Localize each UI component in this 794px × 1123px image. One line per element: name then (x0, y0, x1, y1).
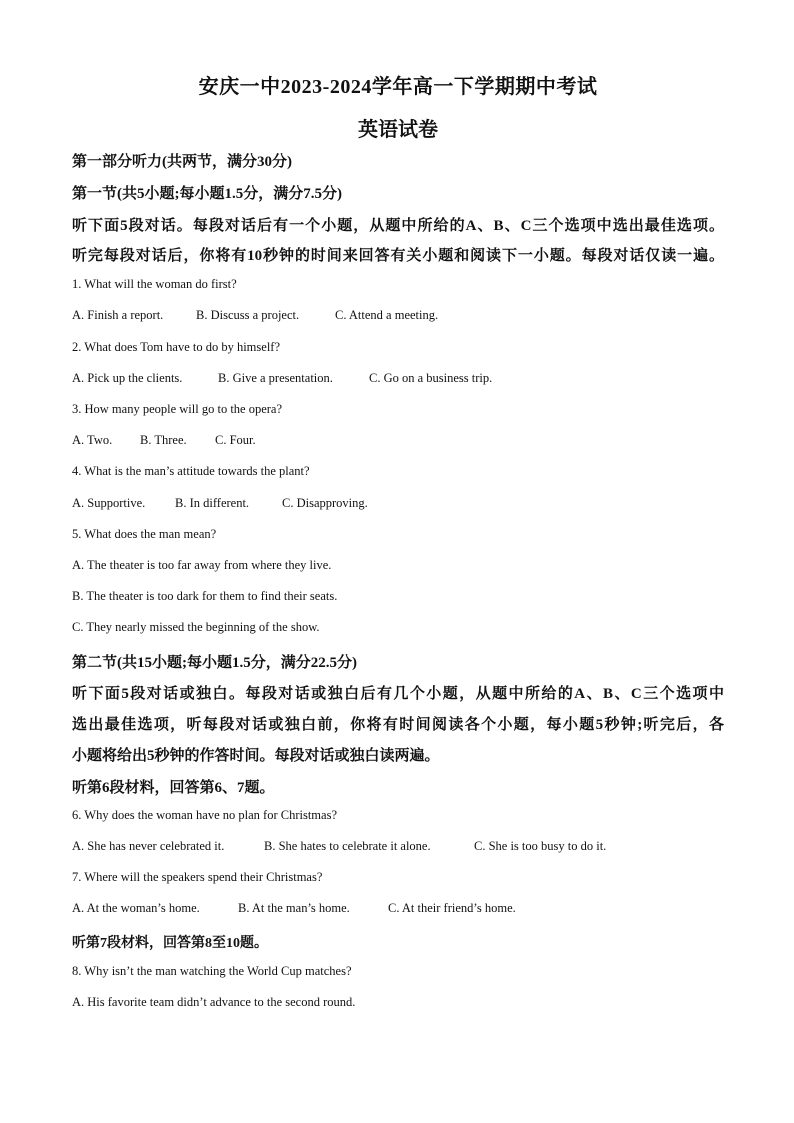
section2-instruction-1: 听下面5段对话或独白。每段对话或独白后有几个小题，从题中所给的A、B、C三个选项中 (72, 686, 724, 702)
question-7: 7. Where will the speakers spend their Christmas? (72, 870, 323, 884)
section2-instruction-3: 小题将给出5秒钟的作答时间。每段对话或独白读两遍。 (72, 748, 440, 764)
section2-instruction-2: 选出最佳选项，听每段对话或独白前，你将有时间阅读各个小题，每小题5秒钟;听完后，各 (72, 717, 724, 733)
option-a: A. At the woman’s home. (72, 901, 200, 915)
question-2-options (72, 371, 492, 386)
option-b: B. At the man’s home. (238, 901, 350, 915)
option-c: C. Disapproving. (282, 496, 368, 510)
option-a: A. Supportive. (72, 496, 146, 510)
section1-heading: 第一节(共5小题;每小题1.5分，满分7.5分) (72, 186, 342, 202)
option-a: A. She has never celebrated it. (72, 839, 225, 853)
question-6-options (72, 839, 606, 854)
section1-instruction-1: 听下面5段对话。每段对话后有一个小题，从题中所给的A、B、C三个选项中选出最佳选项。 (72, 218, 724, 234)
question-3-options (72, 433, 256, 448)
option-c: C. Attend a meeting. (335, 308, 439, 322)
question-8-option-a: A. His favorite team didn’t advance to the second round. (72, 995, 356, 1009)
option-c: C. At their friend’s home. (388, 901, 516, 915)
question-5: 5. What does the man mean? (72, 527, 217, 541)
exam-subtitle: 英语试卷 (358, 119, 438, 141)
section1-instruction-2: 听完每段对话后，你将有10秒钟的时间来回答有关小题和阅读下一小题。每段对话仅读一遍。 (72, 248, 724, 264)
question-3: 3. How many people will go to the opera? (72, 402, 283, 416)
question-1: 1. What will the woman do first? (72, 277, 237, 291)
question-1-options (72, 308, 438, 323)
option-b: B. She hates to celebrate it alone. (264, 839, 431, 853)
question-5-option-a: A. The theater is too far away from where they live. (72, 558, 332, 572)
exam-title: 安庆一中2023-2024学年高一下学期期中考试 (198, 76, 598, 98)
option-b: B. Give a presentation. (218, 371, 333, 385)
question-7-options (72, 901, 516, 916)
option-b: B. In different. (175, 496, 250, 510)
option-a: A. Finish a report. (72, 308, 164, 322)
part1-heading: 第一部分听力(共两节，满分30分) (72, 154, 292, 170)
question-5-option-b: B. The theater is too dark for them to find their seats. (72, 589, 338, 603)
option-a: A. Pick up the clients. (72, 371, 183, 385)
question-8: 8. Why isn’t the man watching the World Cup matches? (72, 964, 352, 978)
material-6-heading: 听第6段材料，回答第6、7题。 (72, 780, 275, 796)
question-5-option-c: C. They nearly missed the beginning of the show. (72, 620, 320, 634)
option-c: C. Go on a business trip. (369, 371, 493, 385)
question-2: 2. What does Tom have to do by himself? (72, 340, 281, 354)
question-6: 6. Why does the woman have no plan for Christmas? (72, 808, 337, 822)
section2-heading: 第二节(共15小题;每小题1.5分，满分22.5分) (72, 655, 357, 671)
option-c: C. She is too busy to do it. (474, 839, 607, 853)
question-4: 4. What is the man’s attitude towards the plant? (72, 464, 310, 478)
option-c: C. Four. (215, 433, 256, 447)
option-b: B. Discuss a project. (196, 308, 300, 322)
material-7-heading: 听第7段材料，回答第8至10题。 (72, 936, 268, 951)
question-4-options (72, 496, 368, 511)
option-a: A. Two. (72, 433, 113, 447)
option-b: B. Three. (140, 433, 187, 447)
